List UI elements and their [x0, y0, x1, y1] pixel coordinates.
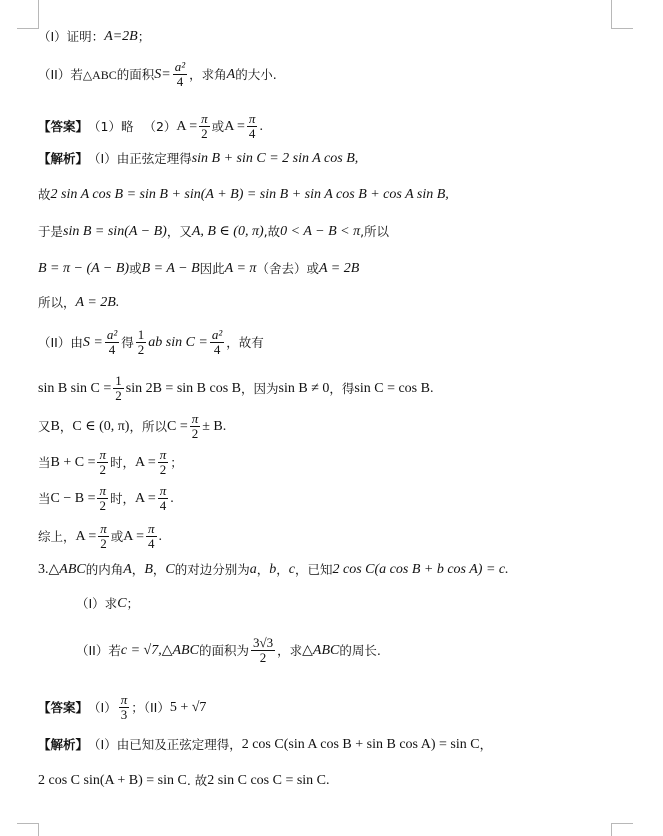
text: 故: [38, 186, 51, 202]
text: ，求: [277, 642, 303, 658]
text: 当: [38, 454, 51, 470]
math-expr: 2 cos C(a cos B + b cos A) = c.: [332, 562, 509, 577]
numerator: 1: [137, 327, 145, 342]
page-corner-mark-bottom-left: [17, 823, 39, 836]
p2-analysis-line1: [38, 152, 358, 166]
math-expr: C ∈ (0, π): [72, 418, 130, 434]
text: 的大小.: [235, 66, 277, 82]
p2-answer: [38, 112, 263, 142]
part-label: （I）证明：: [38, 28, 105, 44]
math-expr: 2 cos C sin(A + B) = sin C: [38, 773, 187, 788]
p2-part2: [38, 60, 277, 90]
math-expr: 5 + √7: [169, 699, 207, 715]
fraction: [97, 484, 108, 514]
denominator: 2: [115, 388, 122, 404]
p2-analysis-part2-line1: [38, 328, 264, 358]
text: （舍去）或: [256, 260, 319, 276]
punct: ，: [131, 561, 145, 577]
text: （II）由: [38, 334, 83, 350]
math-expr: A, B ∈ (0, π): [191, 224, 264, 239]
numerator: a²: [106, 327, 118, 342]
denominator: 4: [213, 342, 221, 358]
text: 的面积为: [198, 642, 249, 658]
text: 所以，: [38, 294, 76, 310]
math-expr: A = 2B.: [75, 295, 120, 310]
numerator: π: [248, 111, 256, 126]
text: 得: [121, 334, 134, 350]
punct: .: [222, 418, 227, 434]
math-expr: A =: [135, 454, 156, 470]
math-expr: A =: [224, 118, 245, 134]
text: ,所以: [360, 223, 390, 239]
numerator: π: [159, 447, 167, 462]
punct: ，: [276, 561, 289, 577]
math-expr: B: [50, 418, 60, 434]
math-expr: sin B = sin(A − B): [63, 224, 167, 239]
punct: ，: [256, 561, 270, 577]
p2-analysis-line3: [38, 225, 389, 239]
text: ，所以: [129, 418, 167, 434]
problem-number: 3.: [38, 562, 49, 577]
denominator: 4: [176, 74, 184, 90]
text: ,故: [263, 223, 281, 239]
punct: ，: [152, 561, 166, 577]
text: ，因为: [241, 380, 279, 396]
denominator: 2: [191, 426, 199, 442]
math-expr: S =: [82, 334, 103, 350]
punct: .: [170, 490, 174, 506]
numerator: a²: [211, 327, 223, 342]
text: ，又: [166, 223, 192, 239]
math-expr: sin 2B = sin B cos B: [125, 380, 241, 396]
answer-label: 【答案】: [38, 699, 89, 715]
text: 的周长.: [339, 642, 381, 658]
denominator: 2: [201, 126, 208, 142]
text: 时，: [110, 490, 136, 506]
fraction: [251, 636, 275, 666]
math-expr: A =: [176, 118, 198, 134]
denominator: 4: [248, 126, 256, 142]
text: 的内角: [85, 561, 124, 577]
math-expr: 2 cos C(sin A cos B + sin B cos A) = sin C: [241, 737, 480, 752]
fraction: [113, 374, 124, 404]
fraction: [158, 484, 169, 514]
fraction: [136, 328, 147, 358]
numerator: 1: [115, 373, 122, 388]
p3-part2: [76, 636, 381, 666]
p3-part1: [76, 597, 139, 611]
fraction: [199, 112, 210, 142]
denominator: 4: [148, 536, 155, 552]
numerator: π: [148, 521, 155, 536]
text: 因此: [199, 260, 225, 276]
analysis-label: 【解析】: [38, 736, 89, 752]
numerator: π: [99, 447, 106, 462]
denominator: 4: [159, 498, 167, 514]
p3-analysis-line1: [38, 738, 492, 752]
fraction: [105, 328, 119, 358]
text: 时，: [110, 454, 136, 470]
math-expr: sin B ≠ 0: [278, 380, 330, 396]
punct: .: [326, 773, 330, 788]
denominator: 2: [259, 650, 267, 666]
math-expr: c = √7,: [120, 642, 162, 658]
fraction: [97, 448, 108, 478]
numerator: 3√3: [252, 635, 274, 650]
p3-answer: [38, 693, 206, 723]
math-expr: sin C = cos B: [354, 380, 430, 396]
text: 当: [38, 490, 51, 506]
page-corner-mark-top-right: [611, 0, 633, 29]
denominator: 2: [159, 462, 167, 478]
math-expr: A = 2B: [318, 261, 360, 276]
text: ，得: [329, 380, 355, 396]
answer-label: 【答案】: [38, 118, 89, 134]
page-corner-mark-top-left: [17, 0, 39, 29]
math-var: b: [269, 562, 277, 577]
math-var: c: [288, 562, 295, 577]
fraction: [98, 522, 109, 552]
text: 综上，: [38, 528, 76, 544]
triangle-symbol: △ABC: [48, 562, 86, 577]
text: （I）: [88, 699, 117, 715]
text: （I）由已知及正弦定理得，: [88, 736, 242, 752]
numerator: π: [159, 483, 167, 498]
math-expr: sin B sin C =: [38, 380, 112, 396]
p2-part1: [38, 30, 150, 44]
math-expr: B + C =: [50, 454, 96, 470]
text: 又: [38, 418, 51, 434]
text: ，故有: [226, 334, 264, 350]
p3-analysis-line2: [38, 774, 330, 788]
denominator: 2: [99, 498, 106, 514]
page-corner-mark-bottom-right: [611, 823, 633, 836]
math-var: C: [165, 562, 175, 577]
fraction: [158, 448, 169, 478]
math-expr: B = π − (A − B): [38, 261, 130, 276]
math-expr: A =: [75, 528, 97, 544]
text: 或: [129, 260, 142, 276]
p2-analysis-part2-line4: [38, 448, 183, 478]
text: （1）略: [88, 118, 134, 134]
punct: ，: [479, 736, 493, 752]
math-expr: ± B: [202, 418, 223, 434]
math-expr: A = π: [224, 261, 257, 276]
text: 或: [211, 118, 225, 134]
punct: ；: [170, 454, 183, 470]
math-var: B: [144, 562, 153, 577]
math-var: C: [117, 596, 127, 611]
numerator: π: [99, 483, 106, 498]
text: ，求角: [189, 66, 227, 82]
math-var: A: [226, 66, 236, 82]
fraction: [146, 522, 157, 552]
triangle-symbol: △ABC: [82, 67, 117, 82]
numerator: π: [100, 521, 107, 536]
text: 的对边分别为: [174, 561, 250, 577]
numerator: a²: [174, 59, 186, 74]
fraction: [210, 328, 224, 358]
denominator: 2: [100, 536, 107, 552]
denominator: 3: [120, 707, 128, 723]
math-expr: sin B + sin C = 2 sin A cos B,: [191, 151, 359, 166]
p3-stem: [38, 563, 509, 577]
text: （I）由正弦定理得: [88, 150, 192, 166]
text: ，已知: [295, 561, 333, 577]
p2-analysis-part2-line3: [38, 412, 226, 442]
numerator: π: [120, 692, 128, 707]
math-expr: 2 sin A cos B = sin B + sin(A + B) = sin B + sin A cos B + cos A sin B,: [50, 187, 449, 202]
text: 的面积: [116, 66, 155, 82]
math-var: a: [249, 562, 257, 577]
part-label: （II）若: [76, 642, 121, 658]
p2-analysis-part2-line2: [38, 374, 433, 404]
math-expr: C − B =: [50, 490, 96, 506]
denominator: 2: [137, 342, 145, 358]
text: （2）: [143, 118, 177, 134]
text: ；（II）: [131, 699, 170, 715]
p2-analysis-line4: [38, 262, 359, 276]
part-label: （I）求: [76, 595, 118, 611]
math-expr: 2 sin C cos C = sin C: [207, 773, 327, 788]
denominator: 2: [99, 462, 106, 478]
fraction: [247, 112, 258, 142]
punct: ；: [137, 28, 151, 44]
fraction: [190, 412, 201, 442]
p2-analysis-part2-line6: [38, 522, 162, 552]
numerator: π: [201, 111, 208, 126]
text: 于是: [38, 223, 64, 239]
math-var: A: [123, 562, 132, 577]
analysis-label: 【解析】: [38, 150, 89, 166]
punct: ；: [126, 595, 140, 611]
triangle-symbol: △ABC: [302, 642, 340, 658]
fraction: [173, 60, 187, 90]
punct: .: [259, 118, 263, 134]
math-expr: B = A − B: [141, 261, 200, 276]
fraction: [119, 693, 130, 723]
denominator: 4: [108, 342, 116, 358]
math-expr: 0 < A − B < π: [280, 224, 361, 239]
math-expr: S=: [154, 66, 171, 82]
math-expr: ab sin C =: [148, 334, 208, 350]
math-expr: C =: [166, 418, 188, 434]
punct: .: [158, 528, 163, 544]
p2-analysis-line2: [38, 188, 449, 202]
math-expr: A =: [123, 528, 145, 544]
math-expr: A =: [135, 490, 156, 506]
part-label: （II）若: [38, 66, 83, 82]
triangle-symbol: △ABC: [161, 642, 199, 658]
text: . 故: [186, 772, 208, 788]
math-expr: A=2B: [104, 29, 138, 44]
p2-analysis-part2-line5: [38, 484, 174, 514]
punct: .: [429, 380, 434, 396]
p2-analysis-line5: [38, 296, 119, 310]
numerator: π: [191, 411, 199, 426]
text: ，: [59, 418, 73, 434]
text: 或: [110, 528, 124, 544]
